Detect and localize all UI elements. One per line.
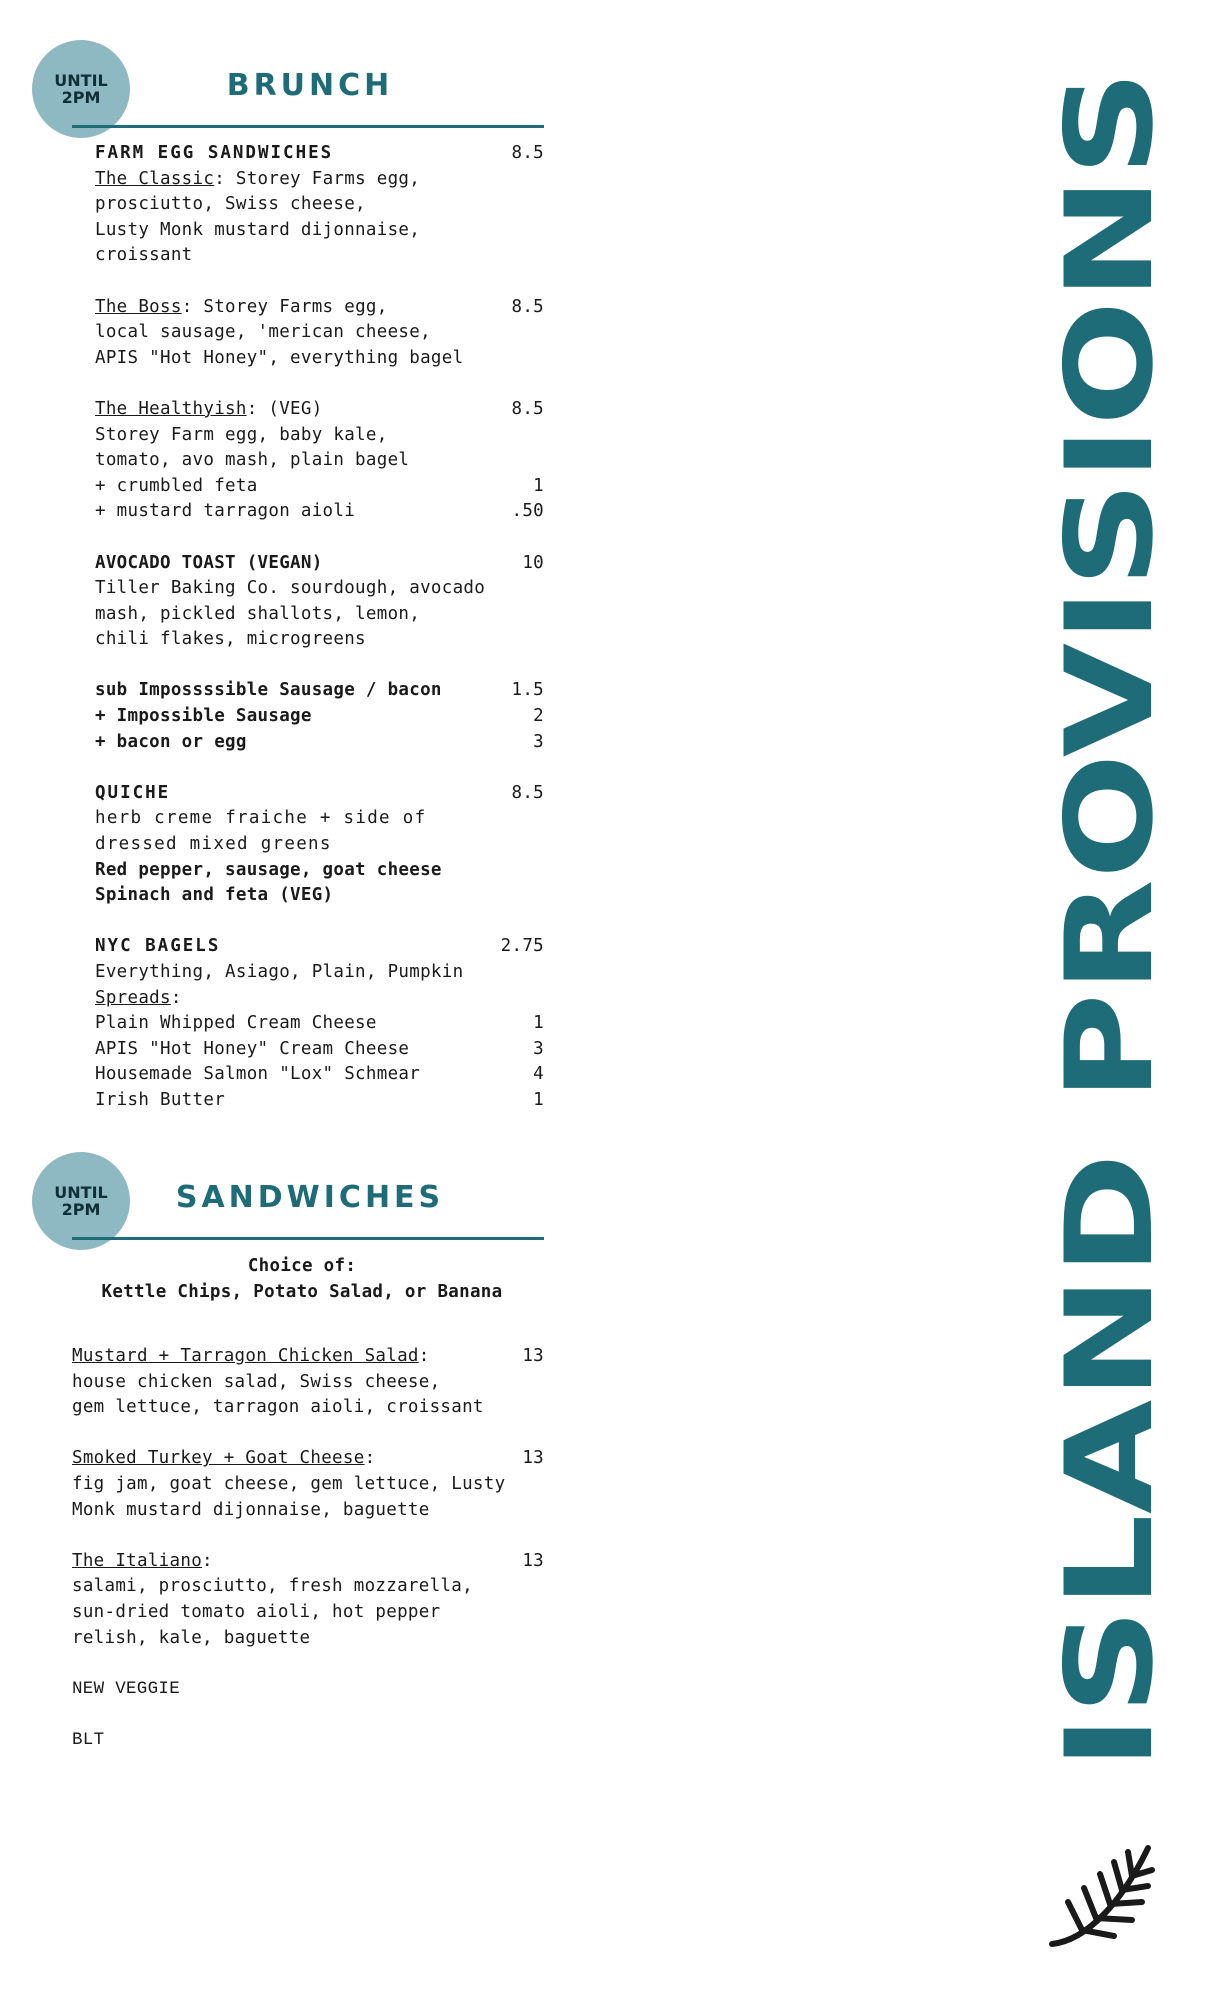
sandwich-item-row <box>72 1344 544 1370</box>
new-veggie-item: NEW VEGGIE <box>72 1678 181 1699</box>
sandwich-item-name: The Italiano <box>72 1550 203 1571</box>
sandwich-item-price: 13 <box>522 1448 544 1469</box>
bagels-heading: NYC BAGELS <box>95 936 221 957</box>
choice-line2: Kettle Chips, Potato Salad, or Banana <box>101 1281 503 1302</box>
quiche-line1: herb creme fraiche + side of <box>95 808 427 829</box>
healthyish-desc1: (VEG) <box>257 398 323 419</box>
blt-item: BLT <box>72 1729 105 1750</box>
avocado-toast-line1: Tiller Baking Co. sourdough, avocado <box>95 578 486 599</box>
boss-colon: : <box>181 296 193 317</box>
sandwich-item-line: relish, kale, baguette <box>72 1627 311 1648</box>
spread-row <box>95 1011 544 1037</box>
boss-line2: local sausage, 'merican cheese, <box>95 322 431 343</box>
spreads-label: Spreads <box>95 987 171 1008</box>
healthyish-row <box>95 397 544 423</box>
classic-line1 <box>95 167 544 193</box>
sandwiches-rule <box>72 1237 544 1240</box>
sandwich-item-colon: : <box>364 1448 376 1469</box>
sandwich-item-row <box>72 1549 544 1575</box>
quiche-opt1: Red pepper, sausage, goat cheese <box>95 859 442 880</box>
healthyish-line3: tomato, avo mash, plain bagel <box>95 450 410 471</box>
spread-price: 1 <box>533 1089 544 1110</box>
classic-desc1: Storey Farms egg, <box>225 168 421 189</box>
spread-price: 1 <box>533 1013 544 1034</box>
healthyish-line2: Storey Farm egg, baby kale, <box>95 424 388 445</box>
sandwich-item-line: fig jam, goat cheese, gem lettuce, Lusty <box>72 1473 506 1494</box>
quiche-heading: QUICHE <box>95 782 171 803</box>
healthyish-addon1-row <box>95 474 544 500</box>
classic-name: The Classic <box>95 168 215 189</box>
boss-price: 8.5 <box>511 296 544 317</box>
sub2-label: + Impossible Sausage <box>95 706 312 727</box>
egg-sandwiches-heading-row <box>95 141 544 167</box>
healthyish-addon1-price: 1 <box>533 475 544 496</box>
sandwich-item-row <box>72 1446 544 1472</box>
healthyish-price: 8.5 <box>511 398 544 419</box>
avocado-toast-price: 10 <box>522 552 544 573</box>
sandwiches-title: SANDWICHES <box>175 1180 445 1215</box>
sandwich-item-title <box>72 1344 430 1370</box>
quiche-price: 8.5 <box>511 782 544 803</box>
sandwiches-choice <box>72 1254 532 1305</box>
sandwiches-badge-line1: UNTIL <box>54 1183 108 1202</box>
sandwich-item-name: Mustard + Tarragon Chicken Salad <box>72 1346 419 1366</box>
sandwich-item-line: gem lettuce, tarragon aioli, croissant <box>72 1397 484 1418</box>
classic-line2: prosciutto, Swiss cheese, <box>95 194 366 215</box>
spread-name: Irish Butter <box>95 1089 226 1110</box>
sub3-price: 3 <box>533 731 544 752</box>
spread-row <box>95 1062 544 1088</box>
bagels-price: 2.75 <box>500 936 544 957</box>
brand-name-text: ISLAND PROVISIONS <box>1043 391 1173 1770</box>
spreads-colon: : <box>170 987 182 1008</box>
quiche-row <box>95 781 544 807</box>
sandwiches-list <box>72 1344 544 1754</box>
healthyish-addon2: + mustard tarragon aioli <box>95 501 356 522</box>
sandwich-item-title <box>72 1446 375 1472</box>
spreads-label-line <box>95 986 544 1012</box>
brand-vertical-wordmark <box>1043 70 1173 1770</box>
sub1-price: 1.5 <box>511 680 544 701</box>
sandwich-item-line: Monk mustard dijonnaise, baguette <box>72 1499 430 1520</box>
boss-line3: APIS "Hot Honey", everything bagel <box>95 347 464 368</box>
brunch-rule <box>72 125 544 128</box>
quiche-opt2: Spinach and feta (VEG) <box>95 885 334 906</box>
sub2-row <box>95 704 544 730</box>
spread-name: Housemade Salmon "Lox" Schmear <box>95 1064 421 1085</box>
brunch-title: BRUNCH <box>226 68 394 103</box>
boss-desc1: Storey Farms egg, <box>192 296 388 317</box>
sub1-label: sub Impossssible Sausage / bacon <box>95 680 442 701</box>
brunch-badge-line1: UNTIL <box>54 71 108 90</box>
quiche-line2: dressed mixed greens <box>95 834 332 855</box>
healthyish-addon1: + crumbled feta <box>95 475 258 496</box>
sandwich-item-line: house chicken salad, Swiss cheese, <box>72 1371 441 1392</box>
fern-sprig-icon <box>1048 1840 1158 1950</box>
healthyish-colon: : <box>246 398 258 419</box>
spread-row <box>95 1088 544 1114</box>
avocado-toast-row <box>95 551 544 577</box>
brunch-until-badge <box>32 40 130 138</box>
healthyish-addon2-row <box>95 499 544 525</box>
choice-line1: Choice of: <box>247 1256 357 1276</box>
spread-name: Plain Whipped Cream Cheese <box>95 1013 377 1034</box>
classic-line3: Lusty Monk mustard dijonnaise, <box>95 219 421 240</box>
brunch-badge-line2: 2PM <box>61 88 101 107</box>
sandwich-item-line: sun-dried tomato aioli, hot pepper <box>72 1601 441 1622</box>
sandwich-item-colon: : <box>202 1550 213 1571</box>
sandwich-item-line: salami, prosciutto, fresh mozzarella, <box>72 1576 473 1597</box>
healthyish-addon2-price: .50 <box>511 501 544 522</box>
avocado-toast-line2: mash, pickled shallots, lemon, <box>95 603 421 624</box>
boss-row <box>95 295 544 321</box>
sandwich-item-colon: : <box>418 1346 430 1366</box>
sandwiches-until-badge <box>32 1152 130 1250</box>
boss-name: The Boss <box>95 296 182 317</box>
bagels-row <box>95 934 544 960</box>
sub3-row <box>95 730 544 756</box>
sandwiches-badge-line2: 2PM <box>61 1200 101 1219</box>
sandwich-item-price: 13 <box>522 1346 544 1366</box>
sub1-row <box>95 678 544 704</box>
sandwich-item-price: 13 <box>522 1550 544 1571</box>
spread-name: APIS "Hot Honey" Cream Cheese <box>95 1038 410 1059</box>
bagels-line1: Everything, Asiago, Plain, Pumpkin <box>95 962 464 982</box>
spread-price: 3 <box>533 1038 544 1059</box>
healthyish-line1 <box>95 397 323 423</box>
brunch-list <box>95 141 544 1114</box>
brand-wordmark-svg <box>1043 70 1173 1770</box>
sandwich-item-title <box>72 1549 213 1575</box>
sandwich-item-name: Smoked Turkey + Goat Cheese <box>72 1448 365 1469</box>
healthyish-name: The Healthyish <box>95 398 247 419</box>
classic-line4: croissant <box>95 245 193 266</box>
avocado-toast-heading: AVOCADO TOAST (VEGAN) <box>95 552 323 573</box>
egg-sandwiches-heading: FARM EGG SANDWICHES <box>95 143 334 163</box>
classic-colon: : <box>214 168 226 189</box>
boss-line1 <box>95 295 388 321</box>
sub2-price: 2 <box>533 706 544 727</box>
spread-row <box>95 1037 544 1063</box>
egg-sandwiches-price: 8.5 <box>511 143 544 163</box>
avocado-toast-line3: chili flakes, microgreens <box>95 629 366 650</box>
spread-price: 4 <box>533 1064 544 1085</box>
sub3-label: + bacon or egg <box>95 731 247 752</box>
